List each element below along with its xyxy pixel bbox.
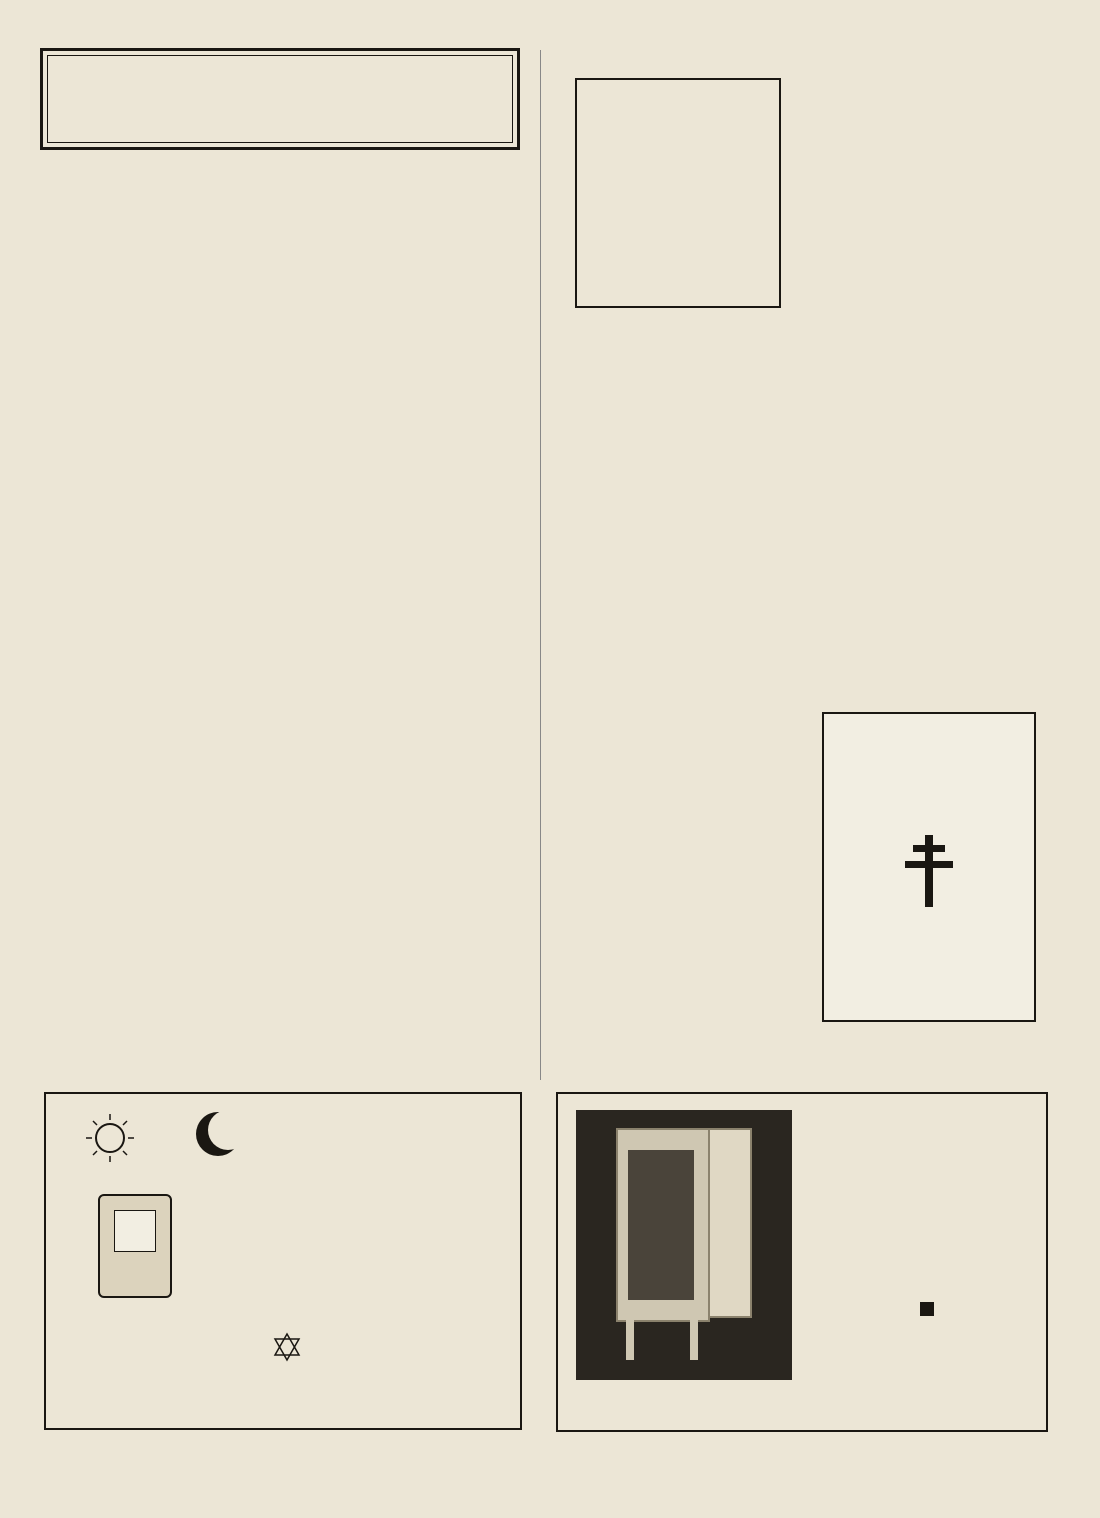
sun-moon-icon	[68, 1106, 248, 1166]
cream-jar-image	[98, 1194, 172, 1298]
refrigerator-photo	[576, 1110, 792, 1380]
campos-logo-icon	[272, 1332, 302, 1362]
article-title-box	[40, 48, 520, 150]
clues-left-column	[556, 370, 784, 384]
crossword-grid	[575, 78, 781, 308]
crossword-column-numbers	[586, 64, 781, 78]
article-body	[48, 160, 514, 1066]
square-bullet-icon	[920, 1302, 934, 1316]
column-divider	[540, 50, 541, 1080]
advertisement-rainha-da-hungria	[44, 1092, 522, 1430]
crossword-row-numbers	[558, 80, 572, 306]
cross-of-lorraine-icon	[890, 826, 968, 916]
advertisement-electrolux	[556, 1092, 1048, 1432]
